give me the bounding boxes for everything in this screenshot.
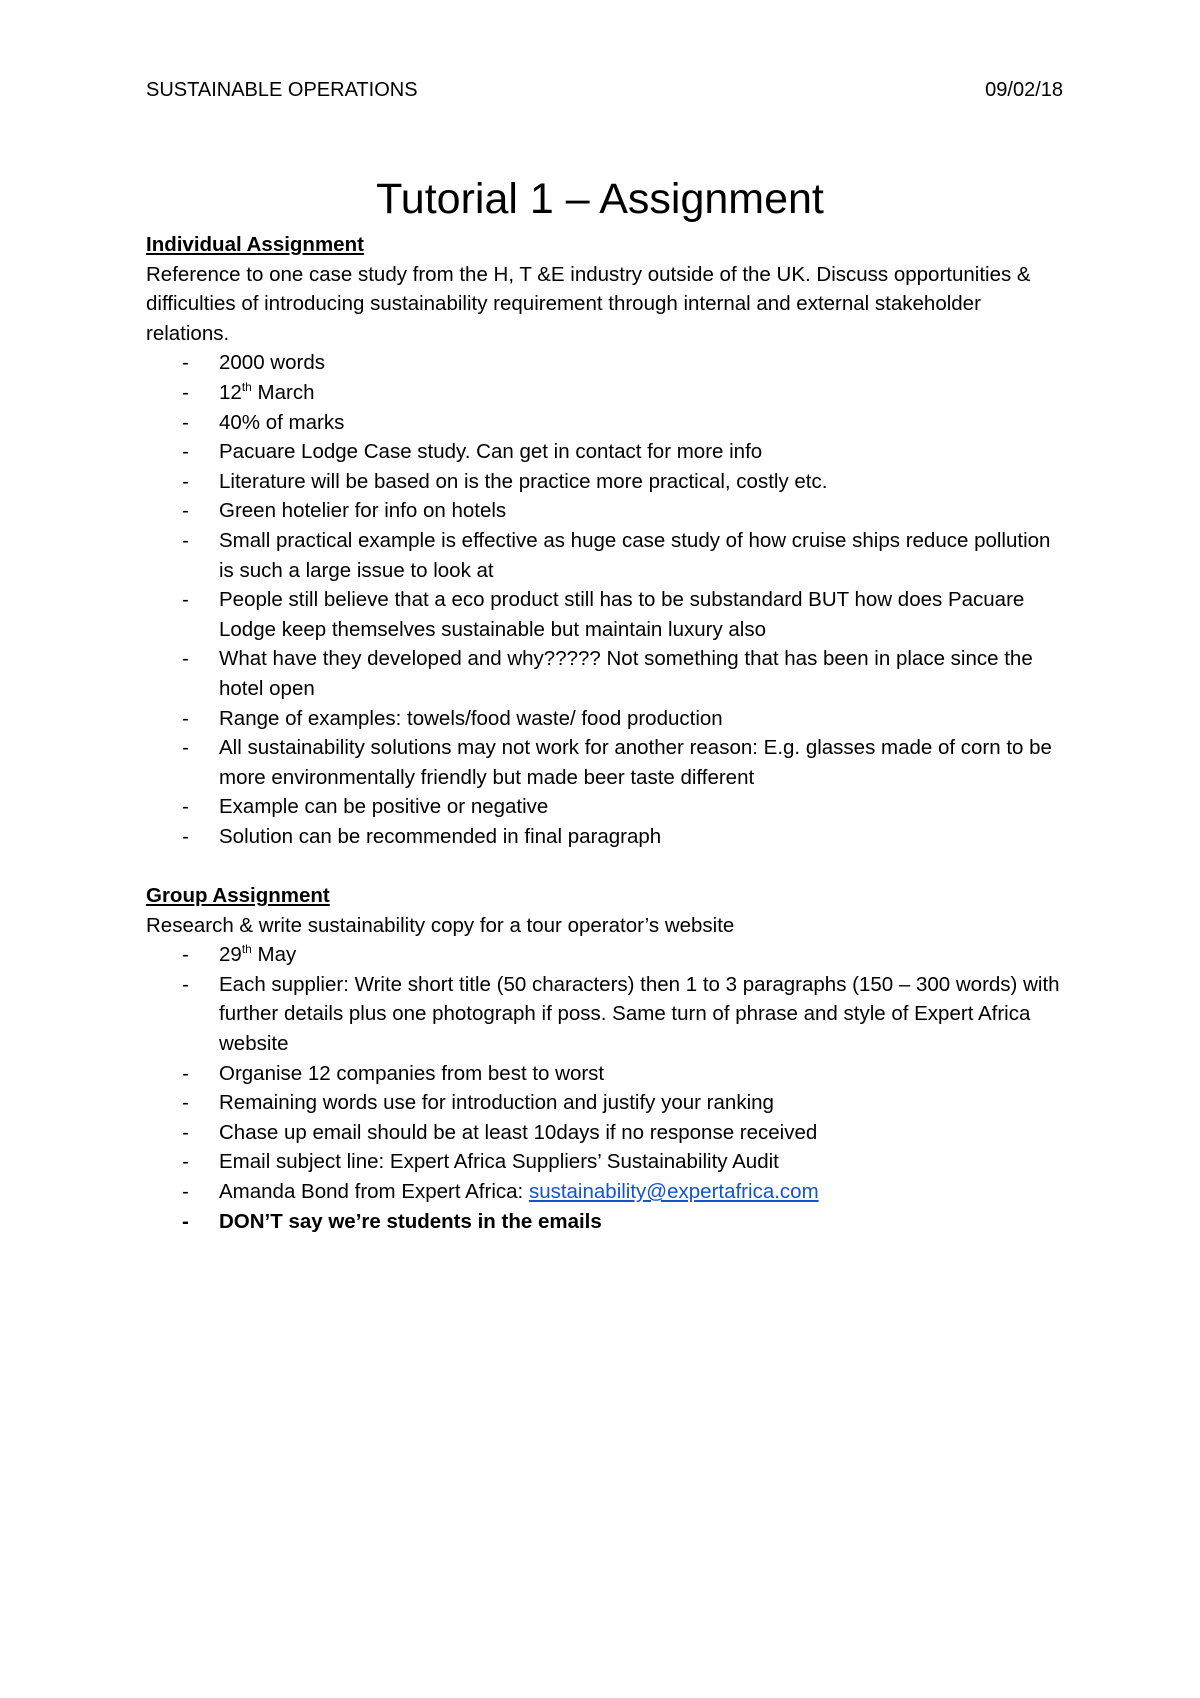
- group-assignment-list: [146, 940, 1066, 1236]
- bullet-dash: -: [182, 736, 189, 760]
- group-assignment-description: Research & write sustainability copy for a tour operator’s website: [146, 913, 735, 937]
- page-title: Tutorial 1 – Assignment: [376, 174, 824, 223]
- page-header: [146, 76, 1063, 104]
- header-course-name: SUSTAINABLE OPERATIONS: [146, 79, 418, 101]
- bullet-dash: -: [182, 499, 189, 523]
- bullet-dash: -: [182, 824, 189, 848]
- bullet-dash: -: [182, 1150, 189, 1174]
- list-item: - Literature will be based on is the practice more practical, costly etc.: [146, 467, 1066, 497]
- list-item: - Pacuare Lodge Case study. Can get in contact for more info: [146, 437, 1066, 467]
- list-item-deadline: - 12th March: [146, 378, 1066, 408]
- bullet-dash: -: [182, 528, 189, 552]
- bullet-dash: -: [182, 1180, 189, 1203]
- list-item: - Chase up email should be at least 10days if no response received: [146, 1118, 1066, 1148]
- document-body: [146, 230, 1066, 1236]
- bullet-dash: -: [182, 380, 189, 404]
- individual-assignment-description: Reference to one case study from the H, T &E industry outside of the UK. Discuss opportunities & difficulties of introducing sustainability requirement through internal and external stakeholder relations.: [146, 262, 1031, 345]
- bullet-dash: -: [182, 351, 189, 375]
- individual-assignment-heading: Individual Assignment: [146, 233, 364, 256]
- bullet-dash: -: [182, 440, 189, 464]
- list-item-contact: - Amanda Bond from Expert Africa: sustainability@expertafrica.com: [146, 1177, 1066, 1207]
- list-item: - Example can be positive or negative: [146, 792, 1066, 822]
- list-item: - Range of examples: towels/food waste/ food production: [146, 704, 1066, 734]
- individual-assignment-list: [146, 348, 1066, 851]
- bullet-dash: -: [182, 469, 189, 493]
- list-item: - What have they developed and why????? Not something that has been in place since the hotel open: [146, 644, 1066, 703]
- group-assignment-heading: Group Assignment: [146, 884, 330, 908]
- list-item: - Email subject line: Expert Africa Suppliers’ Sustainability Audit: [146, 1147, 1066, 1177]
- list-item: - Solution can be recommended in final paragraph: [146, 822, 1066, 852]
- list-item: - 2000 words: [146, 348, 1066, 378]
- bullet-dash: -: [182, 1209, 189, 1233]
- bullet-dash: -: [182, 795, 189, 819]
- list-item: - 40% of marks: [146, 408, 1066, 438]
- list-item-deadline: - 29th May: [146, 940, 1066, 970]
- list-item-warning: - DON’T say we’re students in the emails: [146, 1207, 1066, 1237]
- header-date: 09/02/18: [985, 79, 1063, 101]
- bullet-dash: -: [182, 588, 189, 612]
- bullet-dash: -: [182, 1120, 189, 1144]
- list-item: - People still believe that a eco product still has to be substandard BUT how does Pacuare Lodge keep themselves sustainable but maintain luxury also: [146, 585, 1066, 644]
- list-item: - Green hotelier for info on hotels: [146, 496, 1066, 526]
- bullet-dash: -: [182, 647, 189, 671]
- bullet-dash: -: [182, 706, 189, 730]
- bullet-dash: -: [182, 972, 189, 996]
- bullet-dash: -: [182, 943, 189, 967]
- bullet-dash: -: [182, 1061, 189, 1085]
- list-item: - Organise 12 companies from best to worst: [146, 1059, 1066, 1089]
- bullet-dash: -: [182, 1091, 189, 1115]
- bullet-dash: -: [182, 410, 189, 434]
- email-link[interactable]: sustainability@expertafrica.com: [528, 1180, 819, 1203]
- list-item: - Remaining words use for introduction and justify your ranking: [146, 1088, 1066, 1118]
- list-item: - Small practical example is effective as huge case study of how cruise ships reduce pollution is such a large issue to look at: [146, 526, 1066, 585]
- list-item: - Each supplier: Write short title (50 characters) then 1 to 3 paragraphs (150 – 300 words) with further details plus one photograph if poss. Same turn of phrase and style of Expert Africa website: [146, 970, 1066, 1059]
- list-item: - All sustainability solutions may not work for another reason: E.g. glasses made of corn to be more environmentally friendly but made beer taste different: [146, 733, 1066, 792]
